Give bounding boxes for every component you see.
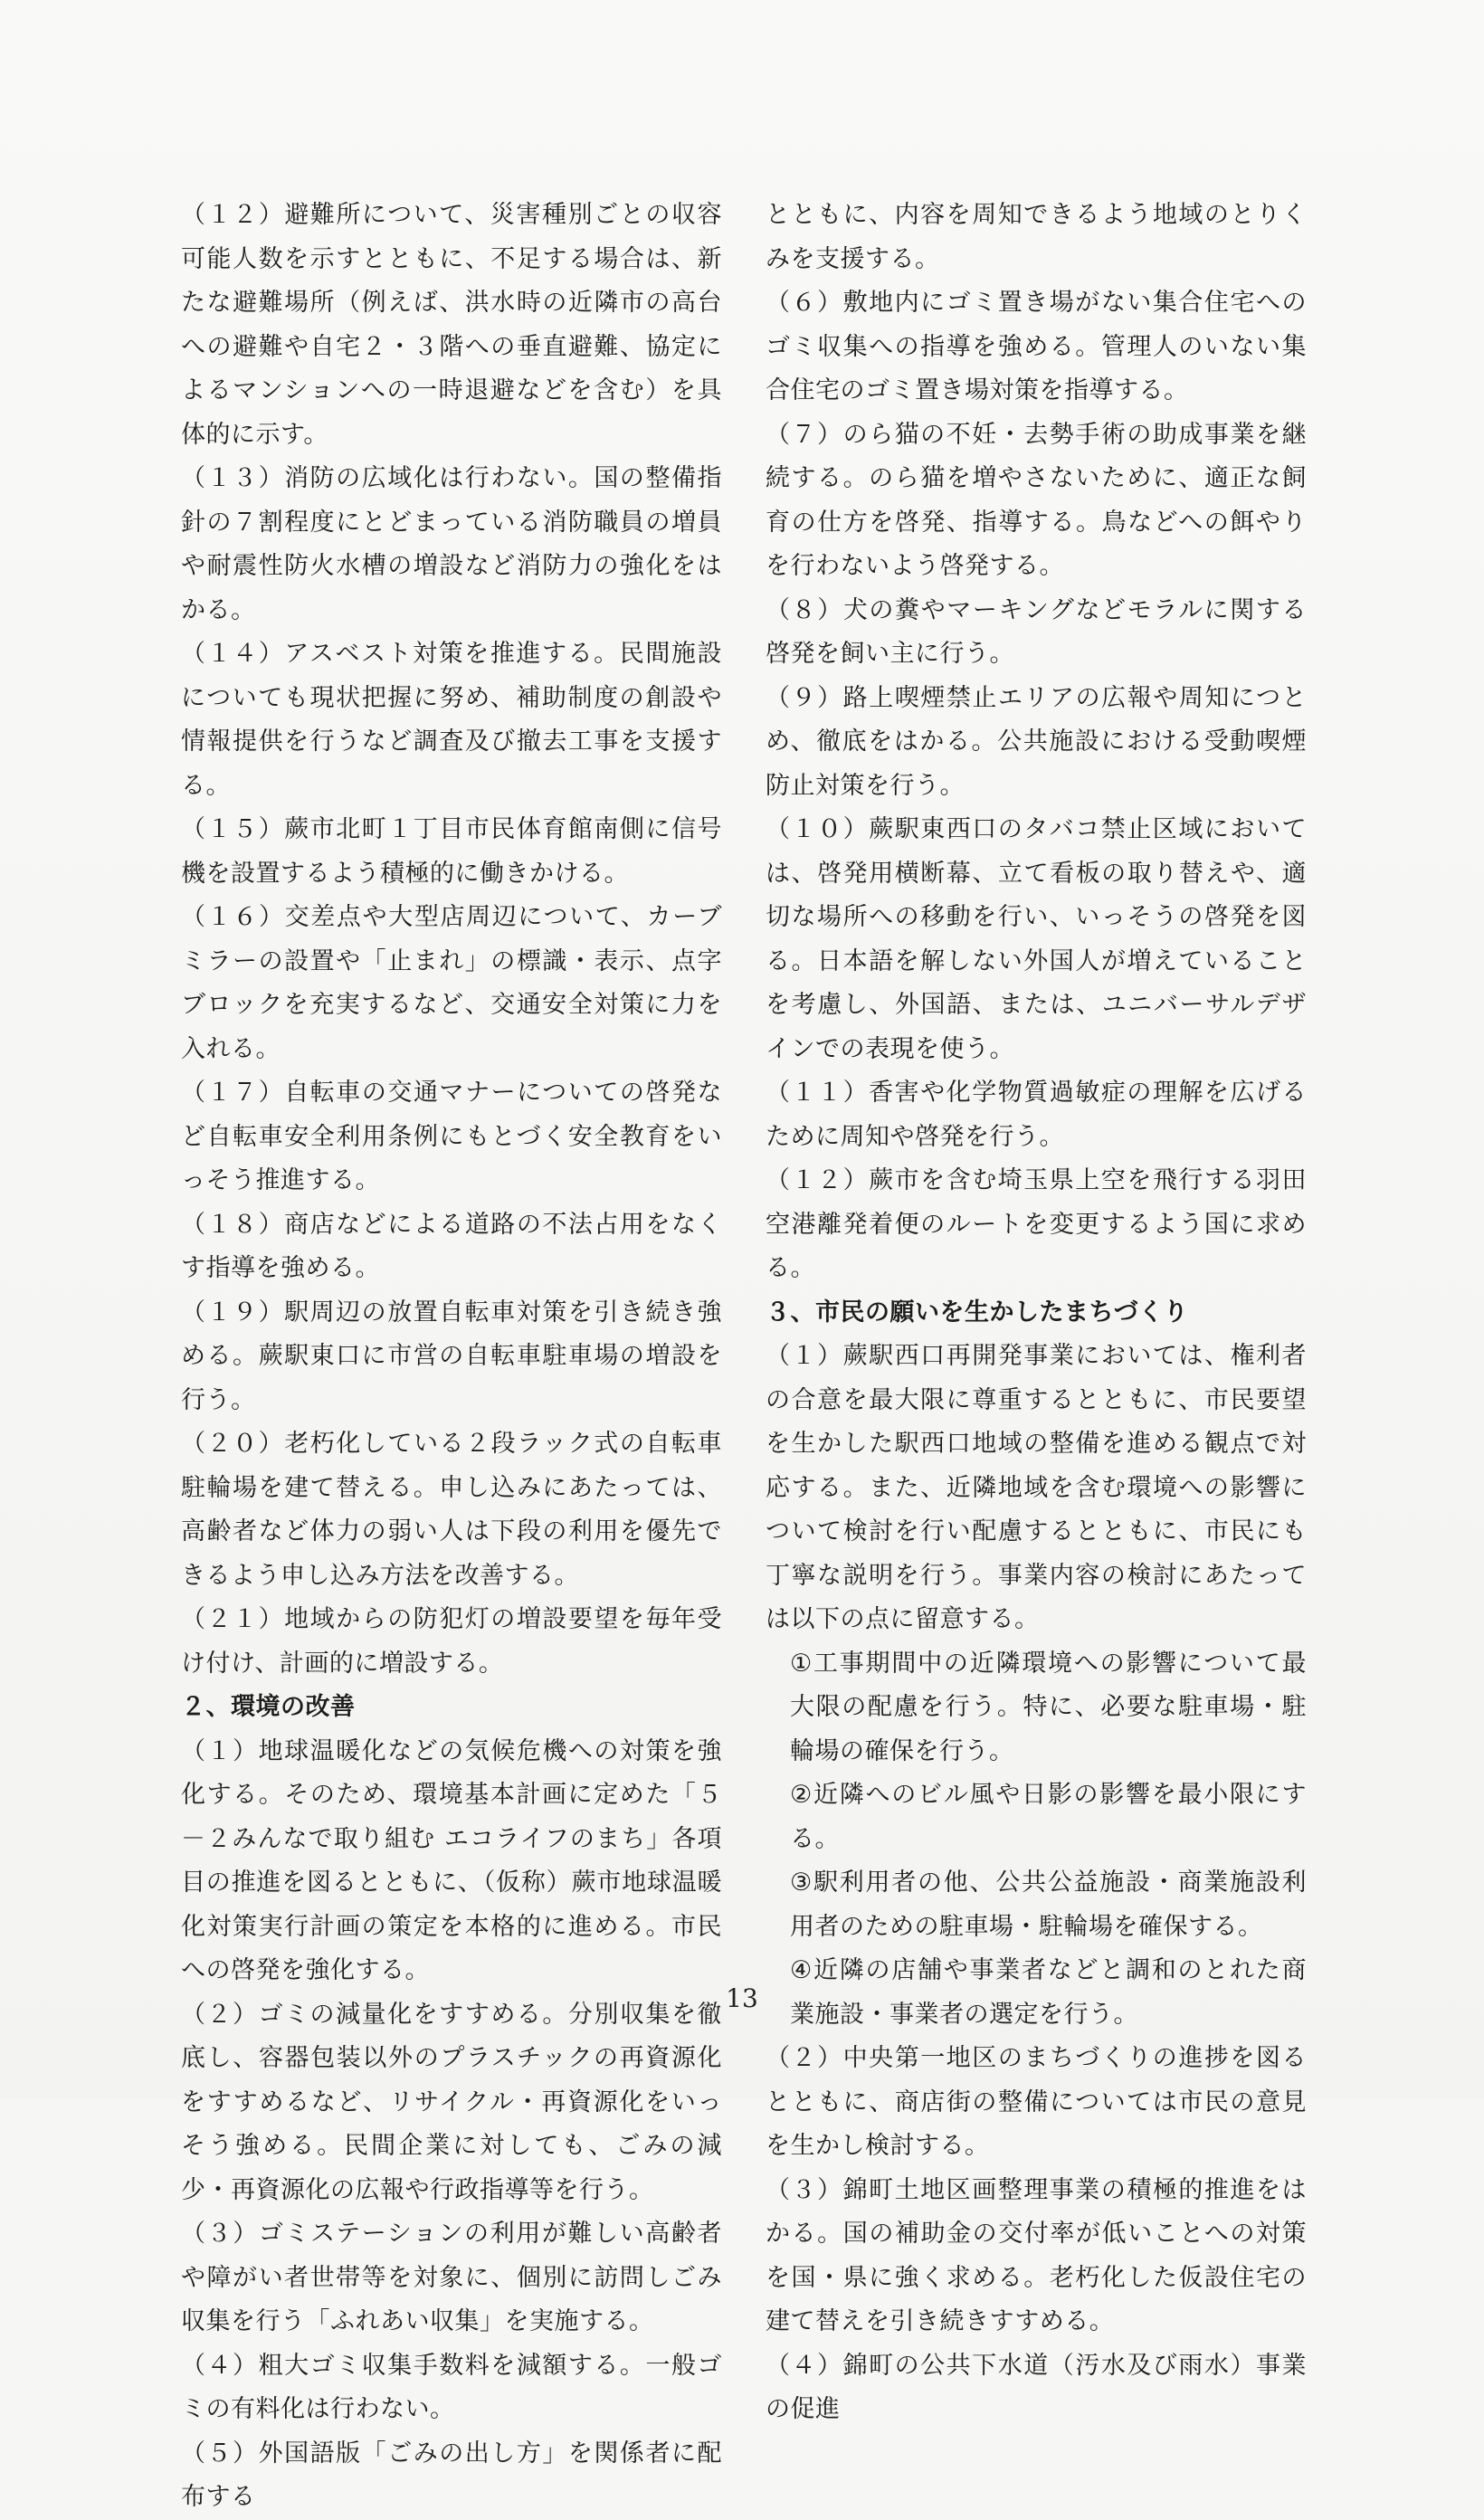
page-number: 13 <box>726 1983 758 2013</box>
list-item: （４）錦町の公共下水道（汚水及び雨水）事業の促進 <box>766 2351 1307 2423</box>
sub-item: ①工事期間中の近隣環境への影響について最大限の配慮を行う。特に、必要な駐車場・駐輪場の確保を行う。 <box>790 1649 1307 1765</box>
list-item: （１８）商店などによる道路の不法占用をなくす指導を強める。 <box>181 1210 722 1282</box>
list-item: （１２）蕨市を含む埼玉県上空を飛行する羽田空港離発着便のルートを変更するよう国に求める。 <box>766 1166 1307 1282</box>
list-item: （７）のら猫の不妊・去勢手術の助成事業を継続する。のら猫を増やさないために、適正な飼育の仕方を啓発、指導する。鳥などへの餌やりを行わないよう啓発する。 <box>766 420 1307 580</box>
list-item: （２）中央第一地区のまちづくりの進捗を図るとともに、商店街の整備については市民の意見を生かし検討する。 <box>766 2044 1307 2160</box>
sub-item: ②近隣へのビル風や日影の影響を最小限にする。 <box>790 1781 1307 1853</box>
section-heading: ２、環境の改善 <box>181 1693 356 1721</box>
list-item: （１６）交差点や大型店周辺について、カーブミラーの設置や「止まれ」の標識・表示、点字ブロックを充実するなど、交通安全対策に力を入れる。 <box>181 903 722 1063</box>
list-item: （４）粗大ゴミ収集手数料を減額する。一般ゴミの有料化は行わない。 <box>181 2351 722 2423</box>
list-item: （１７）自転車の交通マナーについての啓発など自転車安全利用条例にもとづく安全教育をいっそう推進する。 <box>181 1079 722 1194</box>
section-heading: ３、市民の願いを生かしたまちづくり <box>766 1298 1189 1327</box>
list-item: （１）蕨駅西口再開発事業においては、権利者の合意を最大限に尊重するとともに、市民要望を生かした駅西口地域の整備を進める観点で対応する。また、近隣地域を含む環境への影響について検討を行い配慮するとともに、市民にも丁寧な説明を行う。事業内容の検討にあたっては以下の点に留意する。 <box>766 1342 1307 1633</box>
list-item: （８）犬の糞やマーキングなどモラルに関する啓発を飼い主に行う。 <box>766 595 1307 668</box>
list-item: （１）地球温暖化などの気候危機への対策を強化する。そのため、環境基本計画に定めた「５－２みんなで取り組む エコライフのまち」各項目の推進を図るとともに、（仮称）蕨市地球温暖化対策実行計画の策定を本格的に進める。市民への啓発を強化する。 <box>181 1736 722 1984</box>
list-item: （１３）消防の広域化は行わない。国の整備指針の７割程度にとどまっている消防職員の増員や耐震性防火水槽の増設など消防力の強化をはかる。 <box>181 464 722 624</box>
list-item: （３）ゴミステーションの利用が難しい高齢者や障がい者世帯等を対象に、個別に訪問しごみ収集を行う「ふれあい収集」を実施する。 <box>181 2220 722 2335</box>
list-item: （６）敷地内にゴミ置き場がない集合住宅へのゴミ収集への指導を強める。管理人のいない集合住宅のゴミ置き場対策を指導する。 <box>766 289 1307 404</box>
list-item: （３）錦町土地区画整理事業の積極的推進をはかる。国の補助金の交付率が低いことへの対策を国・県に強く求める。老朽化した仮設住宅の建て替えを引き続きすすめる。 <box>766 2175 1307 2335</box>
left-column <box>181 194 722 2520</box>
list-item: （５）外国語版「ごみの出し方」を関係者に配布する <box>181 2439 722 2511</box>
list-item: （１９）駅周辺の放置自転車対策を引き続き強める。蕨駅東口に市営の自転車駐車場の増設を行う。 <box>181 1298 722 1414</box>
list-item: （２１）地域からの防犯灯の増設要望を毎年受け付け、計画的に増設する。 <box>181 1605 722 1678</box>
sub-item: ③駅利用者の他、公共公益施設・商業施設利用者のための駐車場・駐輪場を確保する。 <box>790 1869 1307 1941</box>
list-item: （１１）香害や化学物質過敏症の理解を広げるために周知や啓発を行う。 <box>766 1079 1307 1151</box>
list-item: （１４）アスベスト対策を推進する。民間施設についても現状把握に努め、補助制度の創設や情報提供を行うなど調査及び撤去工事を支援する。 <box>181 640 722 800</box>
list-item: （１２）避難所について、災害種別ごとの収容可能人数を示すとともに、不足する場合は、新たな避難場所（例えば、洪水時の近隣市の高台への避難や自宅２・３階への垂直避難、協定によるマンションへの一時退避などを含む）を具体的に示す。 <box>181 201 722 449</box>
list-item: （１５）蕨市北町１丁目市民体育館南側に信号機を設置するよう積極的に働きかける。 <box>181 815 722 888</box>
list-item: （２０）老朽化している２段ラック式の自転車駐輪場を建て替える。申し込みにあたっては、高齢者など体力の弱い人は下段の利用を優先できるよう申し込み方法を改善する。 <box>181 1430 722 1590</box>
right-column <box>766 194 1307 2432</box>
continued-paragraph: とともに、内容を周知できるよう地域のとりくみを支援する。 <box>766 201 1307 273</box>
list-item: （１０）蕨駅東西口のタバコ禁止区域においては、啓発用横断幕、立て看板の取り替えや、適切な場所への移動を行い、いっそうの啓発を図る。日本語を解しない外国人が増えていることを考慮し、外国語、または、ユニバーサルデザインでの表現を使う。 <box>766 815 1307 1063</box>
sub-item: ④近隣の店舗や事業者などと調和のとれた商業施設・事業者の選定を行う。 <box>790 1956 1307 2029</box>
list-item: （９）路上喫煙禁止エリアの広報や周知につとめ、徹底をはかる。公共施設における受動喫煙防止対策を行う。 <box>766 683 1307 800</box>
list-item: （２）ゴミの減量化をすすめる。分別収集を徹底し、容器包装以外のプラスチックの再資源化をすすめるなど、リサイクル・再資源化をいっそう強める。民間企業に対しても、ごみの減少・再資源化の広報や行政指導等を行う。 <box>181 2000 722 2204</box>
